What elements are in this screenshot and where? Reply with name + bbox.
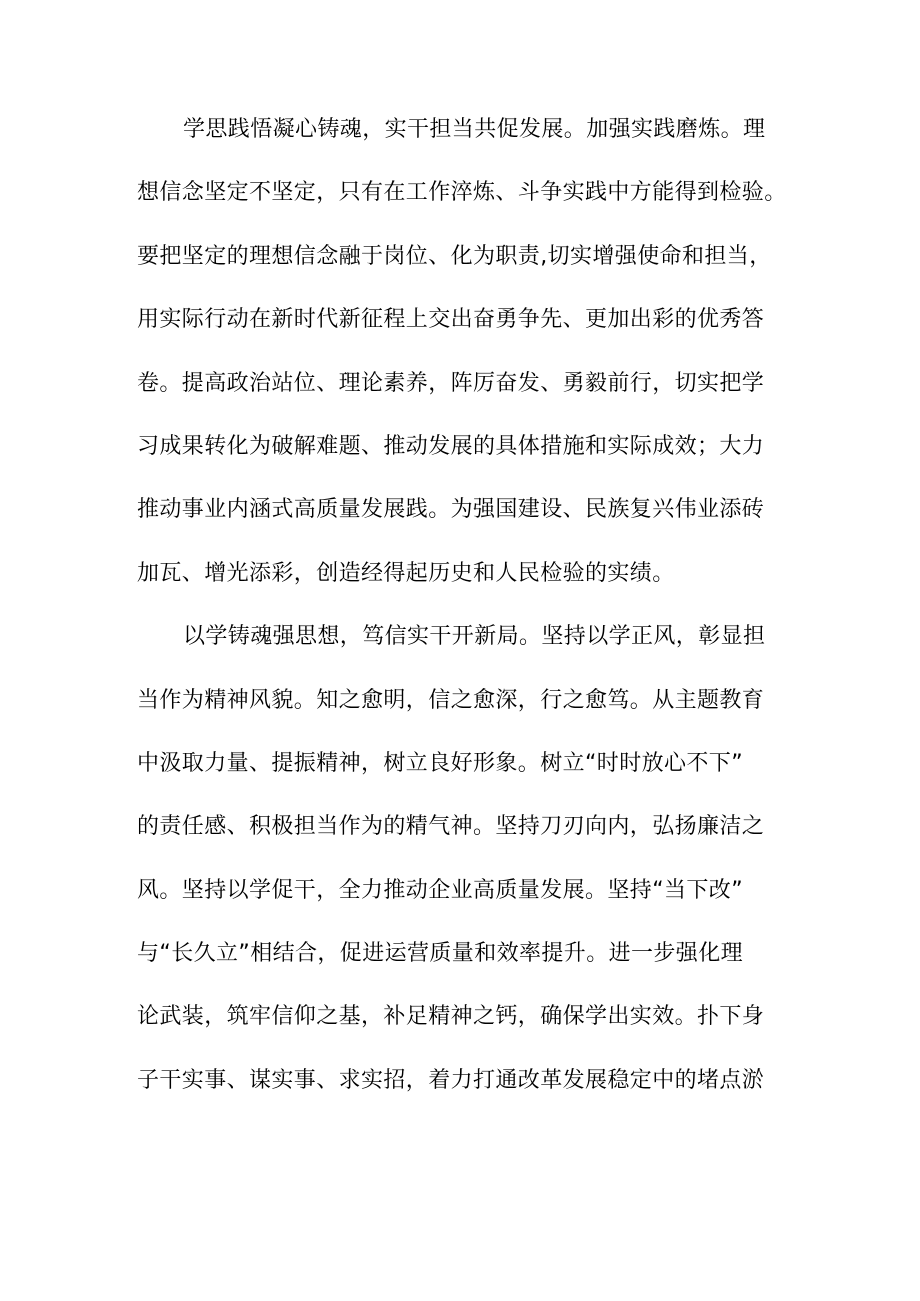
paragraph-2-line-8: 子干实事、谋实事、求实招，着力打通改革发展稳定中的堵点淤 <box>137 1067 765 1093</box>
paragraph-1-line-4: 用实际行动在新时代新征程上交出奋勇争先、更加出彩的优秀答 <box>137 307 765 333</box>
paragraph-1-line-2: 想信念坚定不坚定，只有在工作淬炼、斗争实践中方能得到检验。 <box>137 180 787 206</box>
document-body <box>137 117 797 1131</box>
paragraph-1-line-5: 卷。提高政治站位、理论素养，阵厉奋发、勇毅前行，切实把学 <box>137 370 765 396</box>
paragraph-2-line-6: 与“长久立”相结合，促进运营质量和效率提升。进一步强化理 <box>137 941 743 967</box>
paragraph-2-line-7: 论武装，筑牢信仰之基，补足精神之钙，确保学出实效。扑下身 <box>137 1004 765 1030</box>
paragraph-2-line-5: 风。坚持以学促干，全力推动企业高质量发展。坚持“当下改” <box>137 877 743 903</box>
paragraph-1-line-3: 要把坚定的理想信念融于岗位、化为职责,切实增强使命和担当， <box>137 243 772 269</box>
paragraph-2-line-2: 当作为精神风貌。知之愈明，信之愈深，行之愈笃。从主题教育 <box>137 687 765 713</box>
paragraph-1-line-7: 推动事业内涵式高质量发展践。为强国建设、民族复兴伟业添砖 <box>137 497 765 523</box>
paragraph-2-line-1: 以学铸魂强思想，笃信实干开新局。坚持以学正风，彰显担 <box>183 624 766 650</box>
paragraph-1-line-1: 学思践悟凝心铸魂，实干担当共促发展。加强实践磨炼。理 <box>183 117 766 142</box>
paragraph-2-line-3: 中汲取力量、提振精神，树立良好形象。树立“时时放心不下” <box>137 750 743 776</box>
paragraph-1-line-6: 习成果转化为破解难题、推动发展的具体措施和实际成效；大力 <box>137 433 765 459</box>
paragraph-1-line-8: 加瓦、增光添彩，创造经得起历史和人民检验的实绩。 <box>137 560 675 586</box>
paragraph-2-line-4: 的责任感、积极担当作为的精气神。坚持刀刃向内，弘扬廉洁之 <box>137 814 765 840</box>
